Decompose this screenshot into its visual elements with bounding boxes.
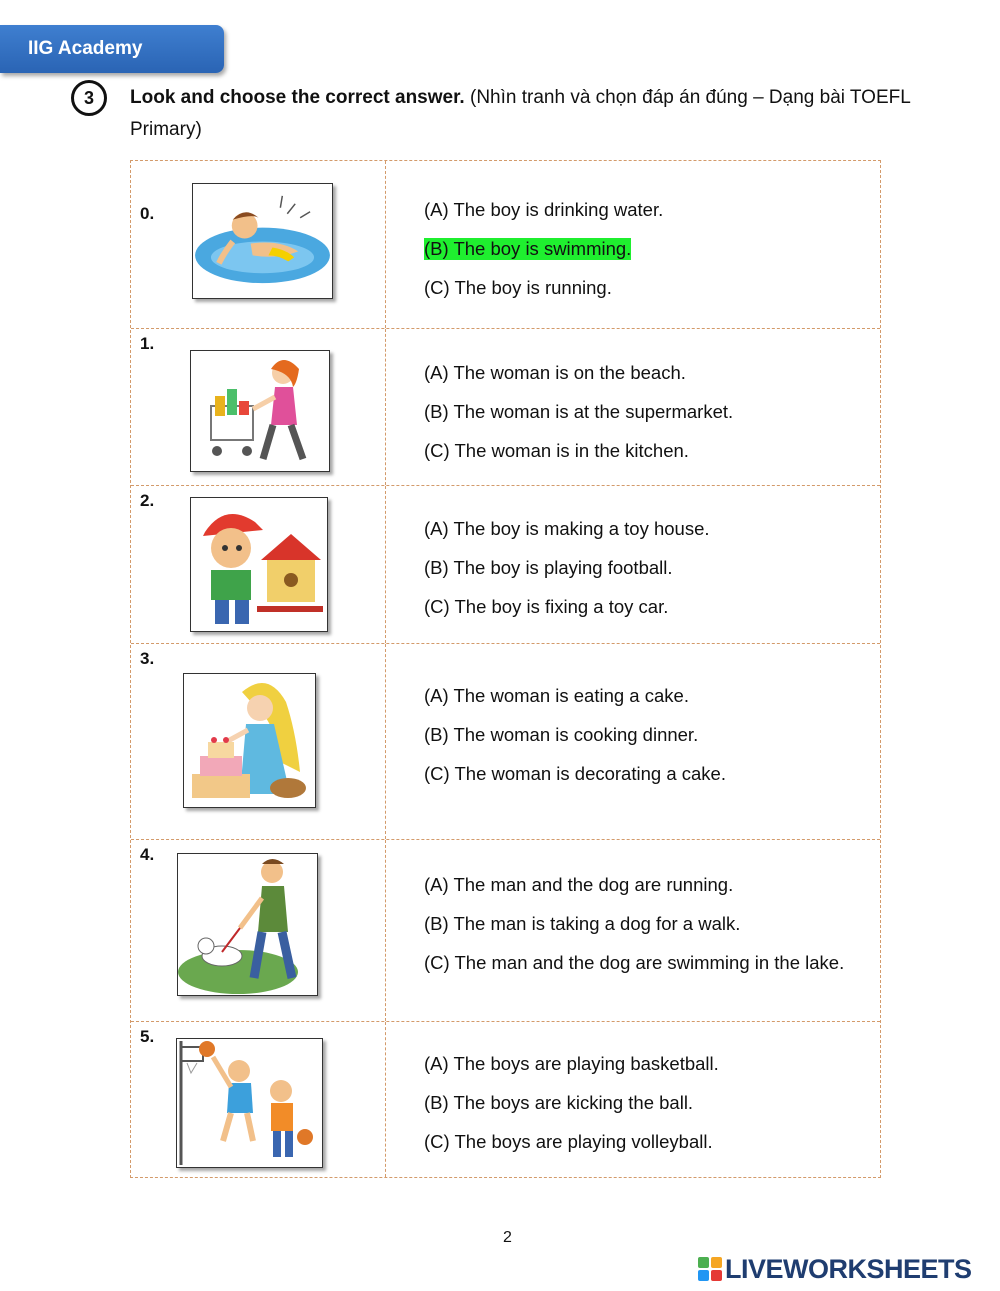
option-c[interactable]: (C) The boy is fixing a toy car. <box>424 596 669 617</box>
option-a[interactable]: (A) The boy is drinking water. <box>424 199 664 220</box>
woman-decorating-cake-picture <box>183 673 316 808</box>
question-image-cell <box>131 1022 386 1177</box>
liveworksheets-logo[interactable] <box>698 1254 972 1284</box>
question-number: 2. <box>140 491 155 510</box>
option-b-highlighted[interactable]: (B) The boy is swimming. <box>424 238 632 259</box>
exercise-number: 3 <box>83 88 94 108</box>
question-row-4 <box>131 839 880 1021</box>
option-a[interactable]: (A) The man and the dog are running. <box>424 874 734 895</box>
question-row-0 <box>131 161 880 328</box>
question-number: 4. <box>140 845 155 864</box>
brand-tab <box>0 25 224 73</box>
option-c[interactable]: (C) The woman is in the kitchen. <box>424 440 689 461</box>
exercise-instruction <box>130 82 920 146</box>
option-b[interactable]: (B) The woman is at the supermarket. <box>424 401 734 422</box>
option-b[interactable]: (B) The woman is cooking dinner. <box>424 724 699 745</box>
logo-grid-icon <box>698 1257 722 1281</box>
option-b[interactable]: (B) The boys are kicking the ball. <box>424 1092 694 1113</box>
instruction-bold: Look and choose the correct answer. <box>130 87 465 108</box>
option-a[interactable]: (A) The boy is making a toy house. <box>424 518 710 539</box>
option-a[interactable]: (A) The boys are playing basketball. <box>424 1053 719 1074</box>
question-options-cell <box>386 329 880 485</box>
question-image-cell <box>131 486 386 643</box>
question-options-cell <box>386 840 880 1021</box>
question-image-cell <box>131 161 386 328</box>
brand-label: IIG Academy <box>28 38 143 59</box>
question-image-cell <box>131 329 386 485</box>
question-options-cell <box>386 161 880 328</box>
question-row-5 <box>131 1021 880 1177</box>
option-b[interactable]: (B) The boy is playing football. <box>424 557 673 578</box>
question-row-1 <box>131 328 880 485</box>
exercise-number-badge <box>71 80 107 116</box>
option-c[interactable]: (C) The man and the dog are swimming in the lake. <box>424 952 845 973</box>
logo-text: LIVEWORKSHEETS <box>725 1253 972 1284</box>
question-number: 5. <box>140 1027 155 1046</box>
page-number: 2 <box>503 1229 512 1246</box>
option-a[interactable]: (A) The woman is eating a cake. <box>424 685 689 706</box>
boy-building-toy-house-picture <box>190 497 328 632</box>
question-row-3 <box>131 643 880 839</box>
question-image-cell <box>131 840 386 1021</box>
option-c[interactable]: (C) The boy is running. <box>424 277 612 298</box>
option-b[interactable]: (B) The man is taking a dog for a walk. <box>424 913 741 934</box>
question-options-cell <box>386 644 880 839</box>
man-walking-dog-picture <box>177 853 318 996</box>
question-image-cell <box>131 644 386 839</box>
question-row-2 <box>131 485 880 643</box>
question-number: 1. <box>140 334 155 353</box>
question-table <box>130 160 881 1178</box>
option-a[interactable]: (A) The woman is on the beach. <box>424 362 686 383</box>
question-options-cell <box>386 486 880 643</box>
question-number: 0. <box>140 204 155 223</box>
question-options-cell <box>386 1022 880 1177</box>
option-c[interactable]: (C) The woman is decorating a cake. <box>424 763 726 784</box>
option-c[interactable]: (C) The boys are playing volleyball. <box>424 1131 713 1152</box>
boys-basketball-picture <box>176 1038 323 1168</box>
question-number: 3. <box>140 649 155 668</box>
boy-swimming-picture <box>192 183 333 299</box>
instruction-translation: (Nhìn tranh và chọn đáp án đúng – Dạng bài TOEFL Primary) <box>130 87 911 140</box>
woman-shopping-cart-picture <box>190 350 330 472</box>
